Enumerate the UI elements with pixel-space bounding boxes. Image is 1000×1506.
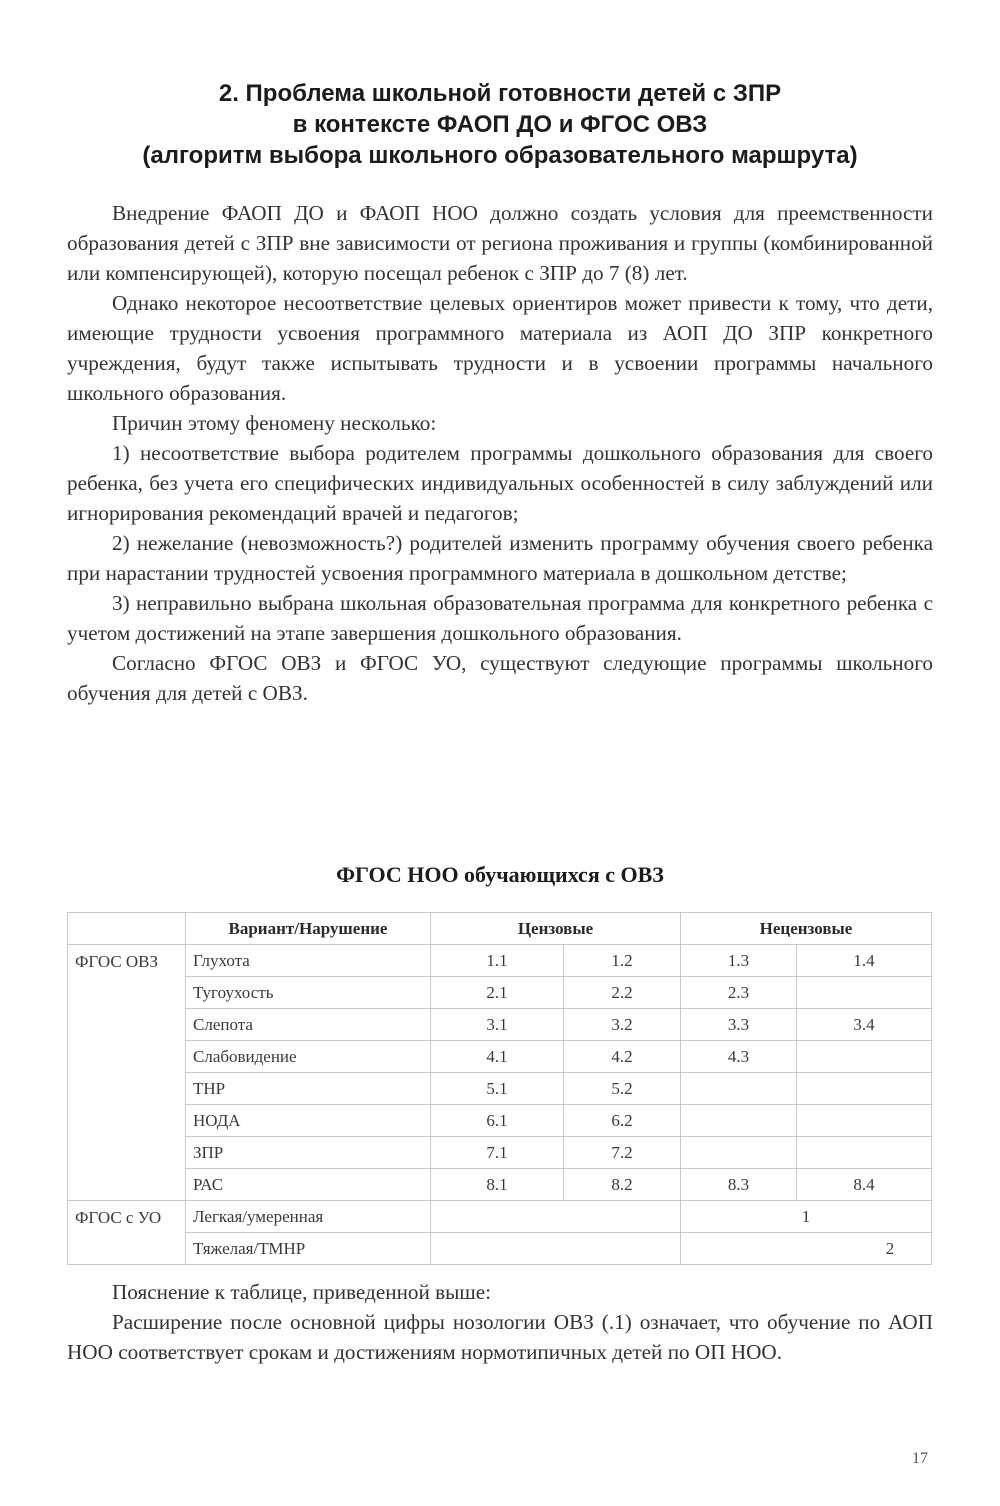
cell-noncensus-1: 8.3 <box>681 1169 797 1201</box>
row-name: Слабовидение <box>186 1041 431 1073</box>
cell-census-1: 3.1 <box>431 1009 564 1041</box>
cell-census-1: 6.1 <box>431 1105 564 1137</box>
cell-noncensus-2 <box>797 1105 932 1137</box>
cell-noncensus-1: 4.3 <box>681 1041 797 1073</box>
cell-noncensus-merged: 2 <box>681 1233 932 1265</box>
cell-census-2: 3.2 <box>564 1009 681 1041</box>
header-census: Цензовые <box>431 913 681 945</box>
cell-noncensus-1: 2.3 <box>681 977 797 1009</box>
paragraph-1: Внедрение ФАОП ДО и ФАОП НОО должно создать условия для преемственности образования детей с ЗПР вне зависимости от региона проживания и группы (комбинированной или компенсирующей), которую посещал ребенок с ЗПР до 7 (8) лет. <box>67 201 933 285</box>
row-name: НОДА <box>186 1105 431 1137</box>
cell-census-2: 1.2 <box>564 945 681 977</box>
heading-line-1: 2. Проблема школьной готовности детей с ЗПР <box>218 80 782 107</box>
table-row <box>68 1137 932 1169</box>
cell-census-2: 4.2 <box>564 1041 681 1073</box>
page-number: 17 <box>912 1450 928 1467</box>
heading-line-2: в контексте ФАОП ДО и ФГОС ОВЗ <box>292 111 708 138</box>
cell-census-1: 1.1 <box>431 945 564 977</box>
cell-census-1: 2.1 <box>431 977 564 1009</box>
cell-noncensus-1 <box>681 1105 797 1137</box>
table-row <box>68 1009 932 1041</box>
table-title: ФГОС НОО обучающихся с ОВЗ <box>336 862 664 887</box>
cell-noncensus-2 <box>797 1041 932 1073</box>
cell-noncensus-2: 3.4 <box>797 1009 932 1041</box>
table-row <box>68 977 932 1009</box>
cell-noncensus-2 <box>797 1137 932 1169</box>
table-explanation <box>67 1277 933 1367</box>
cell-census-1: 7.1 <box>431 1137 564 1169</box>
cell-census-2: 2.2 <box>564 977 681 1009</box>
row-name: Слепота <box>186 1009 431 1041</box>
cell-census-2: 5.2 <box>564 1073 681 1105</box>
group-label-ovz: ФГОС ОВЗ <box>68 945 186 1201</box>
row-name: ЗПР <box>186 1137 431 1169</box>
body-text <box>67 198 933 708</box>
cell-noncensus-2 <box>797 977 932 1009</box>
row-name: РАС <box>186 1169 431 1201</box>
table-row <box>68 1201 932 1233</box>
row-name: Тугоухость <box>186 977 431 1009</box>
header-empty <box>68 913 186 945</box>
cell-census-2: 6.2 <box>564 1105 681 1137</box>
cell-noncensus-2: 8.4 <box>797 1169 932 1201</box>
cell-noncensus-2: 1.4 <box>797 945 932 977</box>
cell-noncensus-1: 1.3 <box>681 945 797 977</box>
table-row <box>68 1073 932 1105</box>
cell-noncensus-2 <box>797 1073 932 1105</box>
paragraph-3: Причин этому феномену несколько: <box>112 411 437 435</box>
paragraph-7: Согласно ФГОС ОВЗ и ФГОС УО, существуют следующие программы школьного обучения для детей с ОВЗ. <box>67 651 933 705</box>
cell-noncensus-1: 3.3 <box>681 1009 797 1041</box>
paragraph-5: 2) нежелание (невозможность?) родителей изменить программу обучения своего ребенка при нарастании трудностей усвоения программного материала в дошкольном детстве; <box>67 531 933 585</box>
header-variant: Вариант/Нарушение <box>186 913 431 945</box>
cell-census-2: 7.2 <box>564 1137 681 1169</box>
table-row <box>68 1169 932 1201</box>
cell-census-2: 8.2 <box>564 1169 681 1201</box>
table-row <box>68 1041 932 1073</box>
fgos-table <box>67 912 932 1265</box>
heading-line-3: (алгоритм выбора школьного образовательного маршрута) <box>142 142 858 169</box>
cell-census-merged <box>431 1233 681 1265</box>
explanation-body: Расширение после основной цифры нозологии ОВЗ (.1) означает, что обучение по АОП НОО соответствует срокам и достижениям нормотипичных детей по ОП НОО. <box>67 1310 933 1364</box>
cell-noncensus-1 <box>681 1073 797 1105</box>
paragraph-6: 3) неправильно выбрана школьная образовательная программа для конкретного ребенка с учетом достижений на этапе завершения дошкольного образования. <box>67 591 933 645</box>
row-name: ТНР <box>186 1073 431 1105</box>
paragraph-4: 1) несоответствие выбора родителем программы дошкольного образования для своего ребенка, без учета его специфических индивидуальных особенностей в силу заблуждений или игнорирования рекомендаций врачей и педагогов; <box>67 441 933 525</box>
explanation-intro: Пояснение к таблице, приведенной выше: <box>112 1280 491 1304</box>
table-row <box>68 1233 932 1265</box>
section-heading <box>100 78 900 171</box>
cell-noncensus-merged: 1 <box>681 1201 932 1233</box>
cell-census-1: 5.1 <box>431 1073 564 1105</box>
row-name: Глухота <box>186 945 431 977</box>
paragraph-2: Однако некоторое несоответствие целевых ориентиров может привести к тому, что дети, имеющие трудности усвоения программного материала из АОП ДО ЗПР конкретного учреждения, будут также испытывать трудности и в усвоении программы начального школьного образования. <box>67 291 933 405</box>
table-row <box>68 1105 932 1137</box>
table-row <box>68 945 932 977</box>
cell-noncensus-1 <box>681 1137 797 1169</box>
cell-census-1: 4.1 <box>431 1041 564 1073</box>
cell-census-merged <box>431 1201 681 1233</box>
row-name: Тяжелая/ТМНР <box>186 1233 431 1265</box>
group-label-uo: ФГОС с УО <box>68 1201 186 1265</box>
row-name: Легкая/умеренная <box>186 1201 431 1233</box>
cell-census-1: 8.1 <box>431 1169 564 1201</box>
header-noncensus: Нецензовые <box>681 913 932 945</box>
table-header-row <box>68 913 932 945</box>
